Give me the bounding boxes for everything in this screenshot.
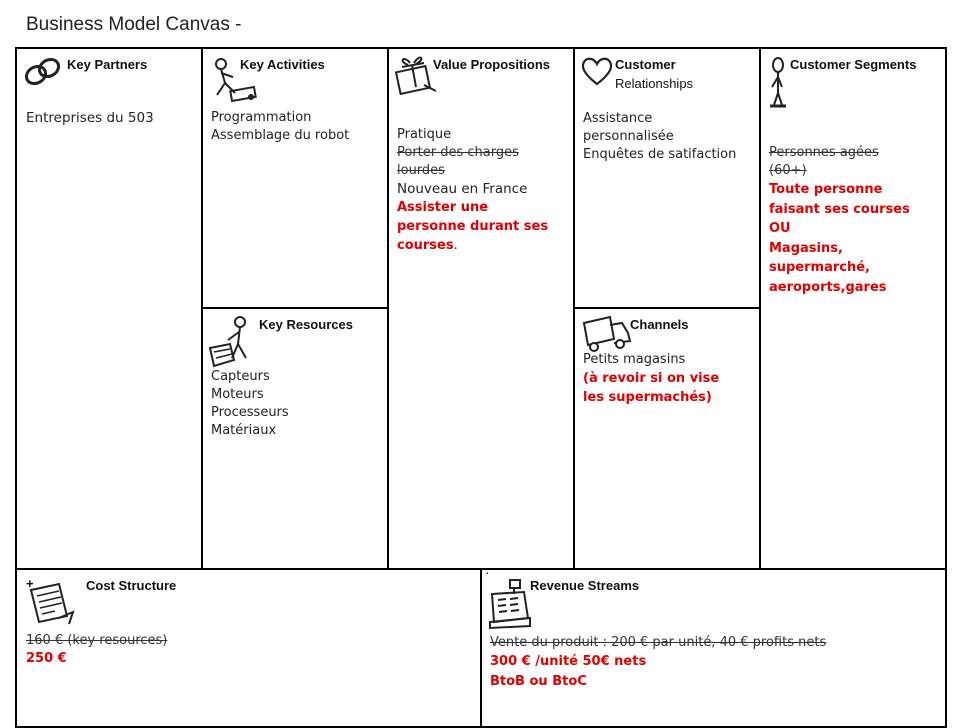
value-propositions-struck-line: Porter des charges xyxy=(397,145,519,160)
page-title: Business Model Canvas - xyxy=(26,14,242,35)
plus-sign: + xyxy=(26,576,34,591)
value-propositions-line: Pratique xyxy=(397,127,452,142)
value-propositions-highlight-row xyxy=(397,236,548,255)
customer-segments-struck-line: Personnes agées xyxy=(769,145,879,160)
customer-relationships-line: Enquêtes de satifaction xyxy=(583,147,737,162)
channels-cell xyxy=(573,307,761,570)
customer-segments-highlight: Toute personne xyxy=(769,182,883,197)
heart-icon xyxy=(580,55,614,87)
value-propositions-period: . xyxy=(453,238,458,253)
customer-segments-content xyxy=(769,144,910,297)
customer-relationships-line: personnalisée xyxy=(583,129,674,144)
key-activities-line: Programmation xyxy=(211,110,312,125)
channels-title: Channels xyxy=(630,317,689,332)
key-activities-title: Key Activities xyxy=(240,57,325,72)
key-partners-line: Entreprises du 503 xyxy=(26,110,154,126)
key-activities-line: Assemblage du robot xyxy=(211,128,350,143)
value-propositions-cell xyxy=(387,47,575,570)
customer-segments-highlight: faisant ses courses xyxy=(769,201,910,217)
customer-relationships-cell xyxy=(573,47,761,309)
value-propositions-line: Nouveau en France xyxy=(397,181,528,197)
value-propositions-highlight: personne durant ses xyxy=(397,219,549,234)
key-partners-cell xyxy=(15,47,203,570)
cash-register-icon xyxy=(486,578,532,630)
key-resources-line: Capteurs xyxy=(211,369,270,384)
value-propositions-content xyxy=(397,126,548,255)
cost-structure-content xyxy=(26,632,167,668)
channels-highlight: (à revoir si on vise xyxy=(583,371,720,386)
value-propositions-title: Value Propositions xyxy=(433,57,551,72)
revenue-streams-highlight: 300 € /unité 50€ nets xyxy=(490,654,647,669)
invoice-document-icon xyxy=(23,580,75,626)
key-partners-title: Key Partners xyxy=(67,57,148,72)
customer-segments-highlight: aeroports,gares xyxy=(769,279,887,295)
customer-relationships-line: Assistance xyxy=(583,111,653,126)
cost-structure-cell xyxy=(15,568,482,728)
value-propositions-highlight: courses xyxy=(397,238,454,253)
customer-relationships-title xyxy=(615,55,693,93)
worker-with-crate-icon xyxy=(208,314,260,370)
customer-segments-highlight: Magasins, xyxy=(769,240,843,256)
customer-relationships-title-line: Relationships xyxy=(615,76,694,91)
key-resources-line: Processeurs xyxy=(211,405,289,420)
key-resources-content xyxy=(211,368,289,440)
revenue-streams-struck-line: Vente du produit : 200 € par unité, 40 € profits nets xyxy=(490,635,827,650)
customer-segments-cell xyxy=(759,47,947,570)
customer-relationships-content xyxy=(583,110,736,164)
revenue-streams-highlight: BtoB ou BtoC xyxy=(490,674,587,689)
key-activities-content xyxy=(211,109,349,145)
customer-relationships-title-line: Customer xyxy=(615,57,676,72)
channels-content xyxy=(583,351,719,407)
revenue-streams-content xyxy=(490,633,826,692)
customer-segments-title: Customer Segments xyxy=(790,57,917,72)
customer-segments-struck-line: (60+) xyxy=(769,163,807,178)
revenue-streams-title: Revenue Streams xyxy=(530,578,640,593)
key-activities-cell xyxy=(201,47,389,309)
key-resources-line: Matériaux xyxy=(211,423,277,438)
channels-line: Petits magasins xyxy=(583,352,686,367)
chain-link-icon xyxy=(23,55,63,89)
customer-segments-highlight: supermarché, xyxy=(769,260,870,275)
cost-structure-highlight: 250 € xyxy=(26,651,67,666)
key-resources-title: Key Resources xyxy=(259,317,353,332)
revenue-streams-cell xyxy=(480,564,947,728)
dot-mark: · xyxy=(485,564,490,580)
customer-segments-highlight: OU xyxy=(769,221,791,236)
delivery-truck-icon xyxy=(580,313,632,355)
cost-structure-title: Cost Structure xyxy=(86,578,177,593)
cost-structure-struck-line: 160 € (key resources) xyxy=(26,633,168,648)
channels-highlight: les supermachés) xyxy=(583,390,712,405)
value-propositions-struck-line: lourdes xyxy=(397,163,445,178)
gift-box-icon xyxy=(394,53,438,97)
key-partners-content xyxy=(26,109,154,127)
key-resources-cell xyxy=(201,307,389,570)
value-propositions-highlight: Assister une xyxy=(397,200,489,215)
key-resources-line: Moteurs xyxy=(211,387,264,402)
